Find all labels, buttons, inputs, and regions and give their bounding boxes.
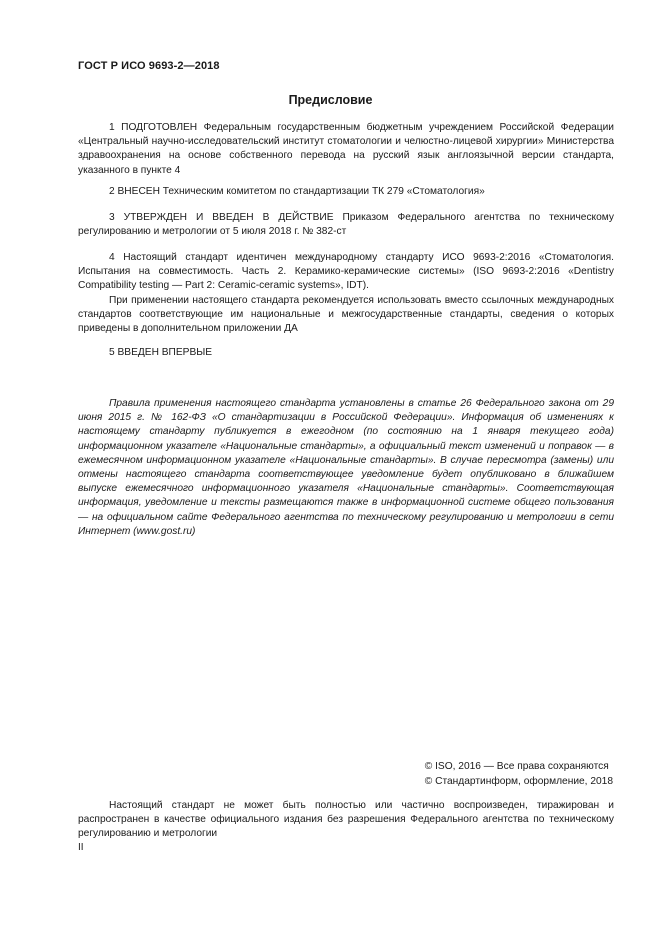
item-3 — [78, 211, 614, 239]
copyright-standartinform: © Стандартинформ, оформление, 2018 — [424, 775, 613, 787]
item-2-text: 2 ВНЕСЕН Техническим комитетом по стандартизации ТК 279 «Стоматология» — [109, 186, 485, 197]
item-4 — [78, 251, 614, 336]
copyright-iso: © ISO, 2016 — Все права сохраняются — [424, 761, 609, 772]
item-4-text: 4 Настоящий стандарт идентичен международному стандарту ИСО 9693-2:2016 «Стоматология. Испытания на совместимость. Часть 2. Керамико-керамические системы» (ISO 9693-2:2016 «Dentistry Compatibility testing — Part 2: Ceramic-ceramic systems», IDT). — [78, 252, 614, 292]
page-number: II — [78, 842, 84, 853]
page-title: Предисловие — [288, 93, 373, 107]
document-code: ГОСТ Р ИСО 9693-2—2018 — [78, 60, 220, 72]
item-5-text: 5 ВВЕДЕН ВПЕРВЫЕ — [109, 347, 213, 358]
application-rules: Правила применения настоящего стандарта установлены в статье 26 Федерального закона от 29 июня 2015 г. № 162-ФЗ «О стандартизации в Российской Федерации». Информация об изменениях к настоящему стандарту публикуется в ежегодном (по состоянию на 1 января текущего года) информационном указателе «Национальные стандарты», а официальный текст изменений и поправок — в ежемесячном информационном указателе «Национальные стандарты». В случае пересмотра (замены) или отмены настоящего стандарта соответствующее уведомление будет опубликовано в ближайшем выпуске ежемесячного информационного указателя «Национальные стандарты». Соответствующая информация, уведомление и тексты размещаются также в информационной системе общего пользования — на официальном сайте Федерального агентства по техническому регулированию и метрологии в сети Интернет (www.gost.ru) — [78, 398, 614, 537]
copyright-block — [425, 760, 613, 789]
item-4-note: При применении настоящего стандарта рекомендуется использовать вместо ссылочных международных стандартов соответствующие им национальные и межгосударственные стандарты, сведения о которых приведены в дополнительном приложении ДА — [78, 294, 614, 335]
item-1-text: 1 ПОДГОТОВЛЕН Федеральным государственным бюджетным учреждением Российской Федерации «Центральный научно-исследовательский институт стоматологии и челюстно-лицевой хирургии» Министерства здравоохранения на основе собственного перевода на русский язык англоязычной версии стандарта, указанного в пункте 4 — [78, 122, 614, 176]
item-3-text: 3 УТВЕРЖДЕН И ВВЕДЕН В ДЕЙСТВИЕ Приказом Федерального агентства по техническому регулированию и метрологии от 5 июля 2018 г. № 382-ст — [78, 212, 614, 238]
item-1 — [78, 121, 614, 178]
item-5 — [78, 346, 614, 360]
item-2 — [78, 185, 614, 199]
reproduction-notice: Настоящий стандарт не может быть полностью или частично воспроизведен, тиражирован и распространен в качестве официального издания без разрешения Федерального агентства по техническому регулированию и метрологии — [78, 800, 614, 840]
